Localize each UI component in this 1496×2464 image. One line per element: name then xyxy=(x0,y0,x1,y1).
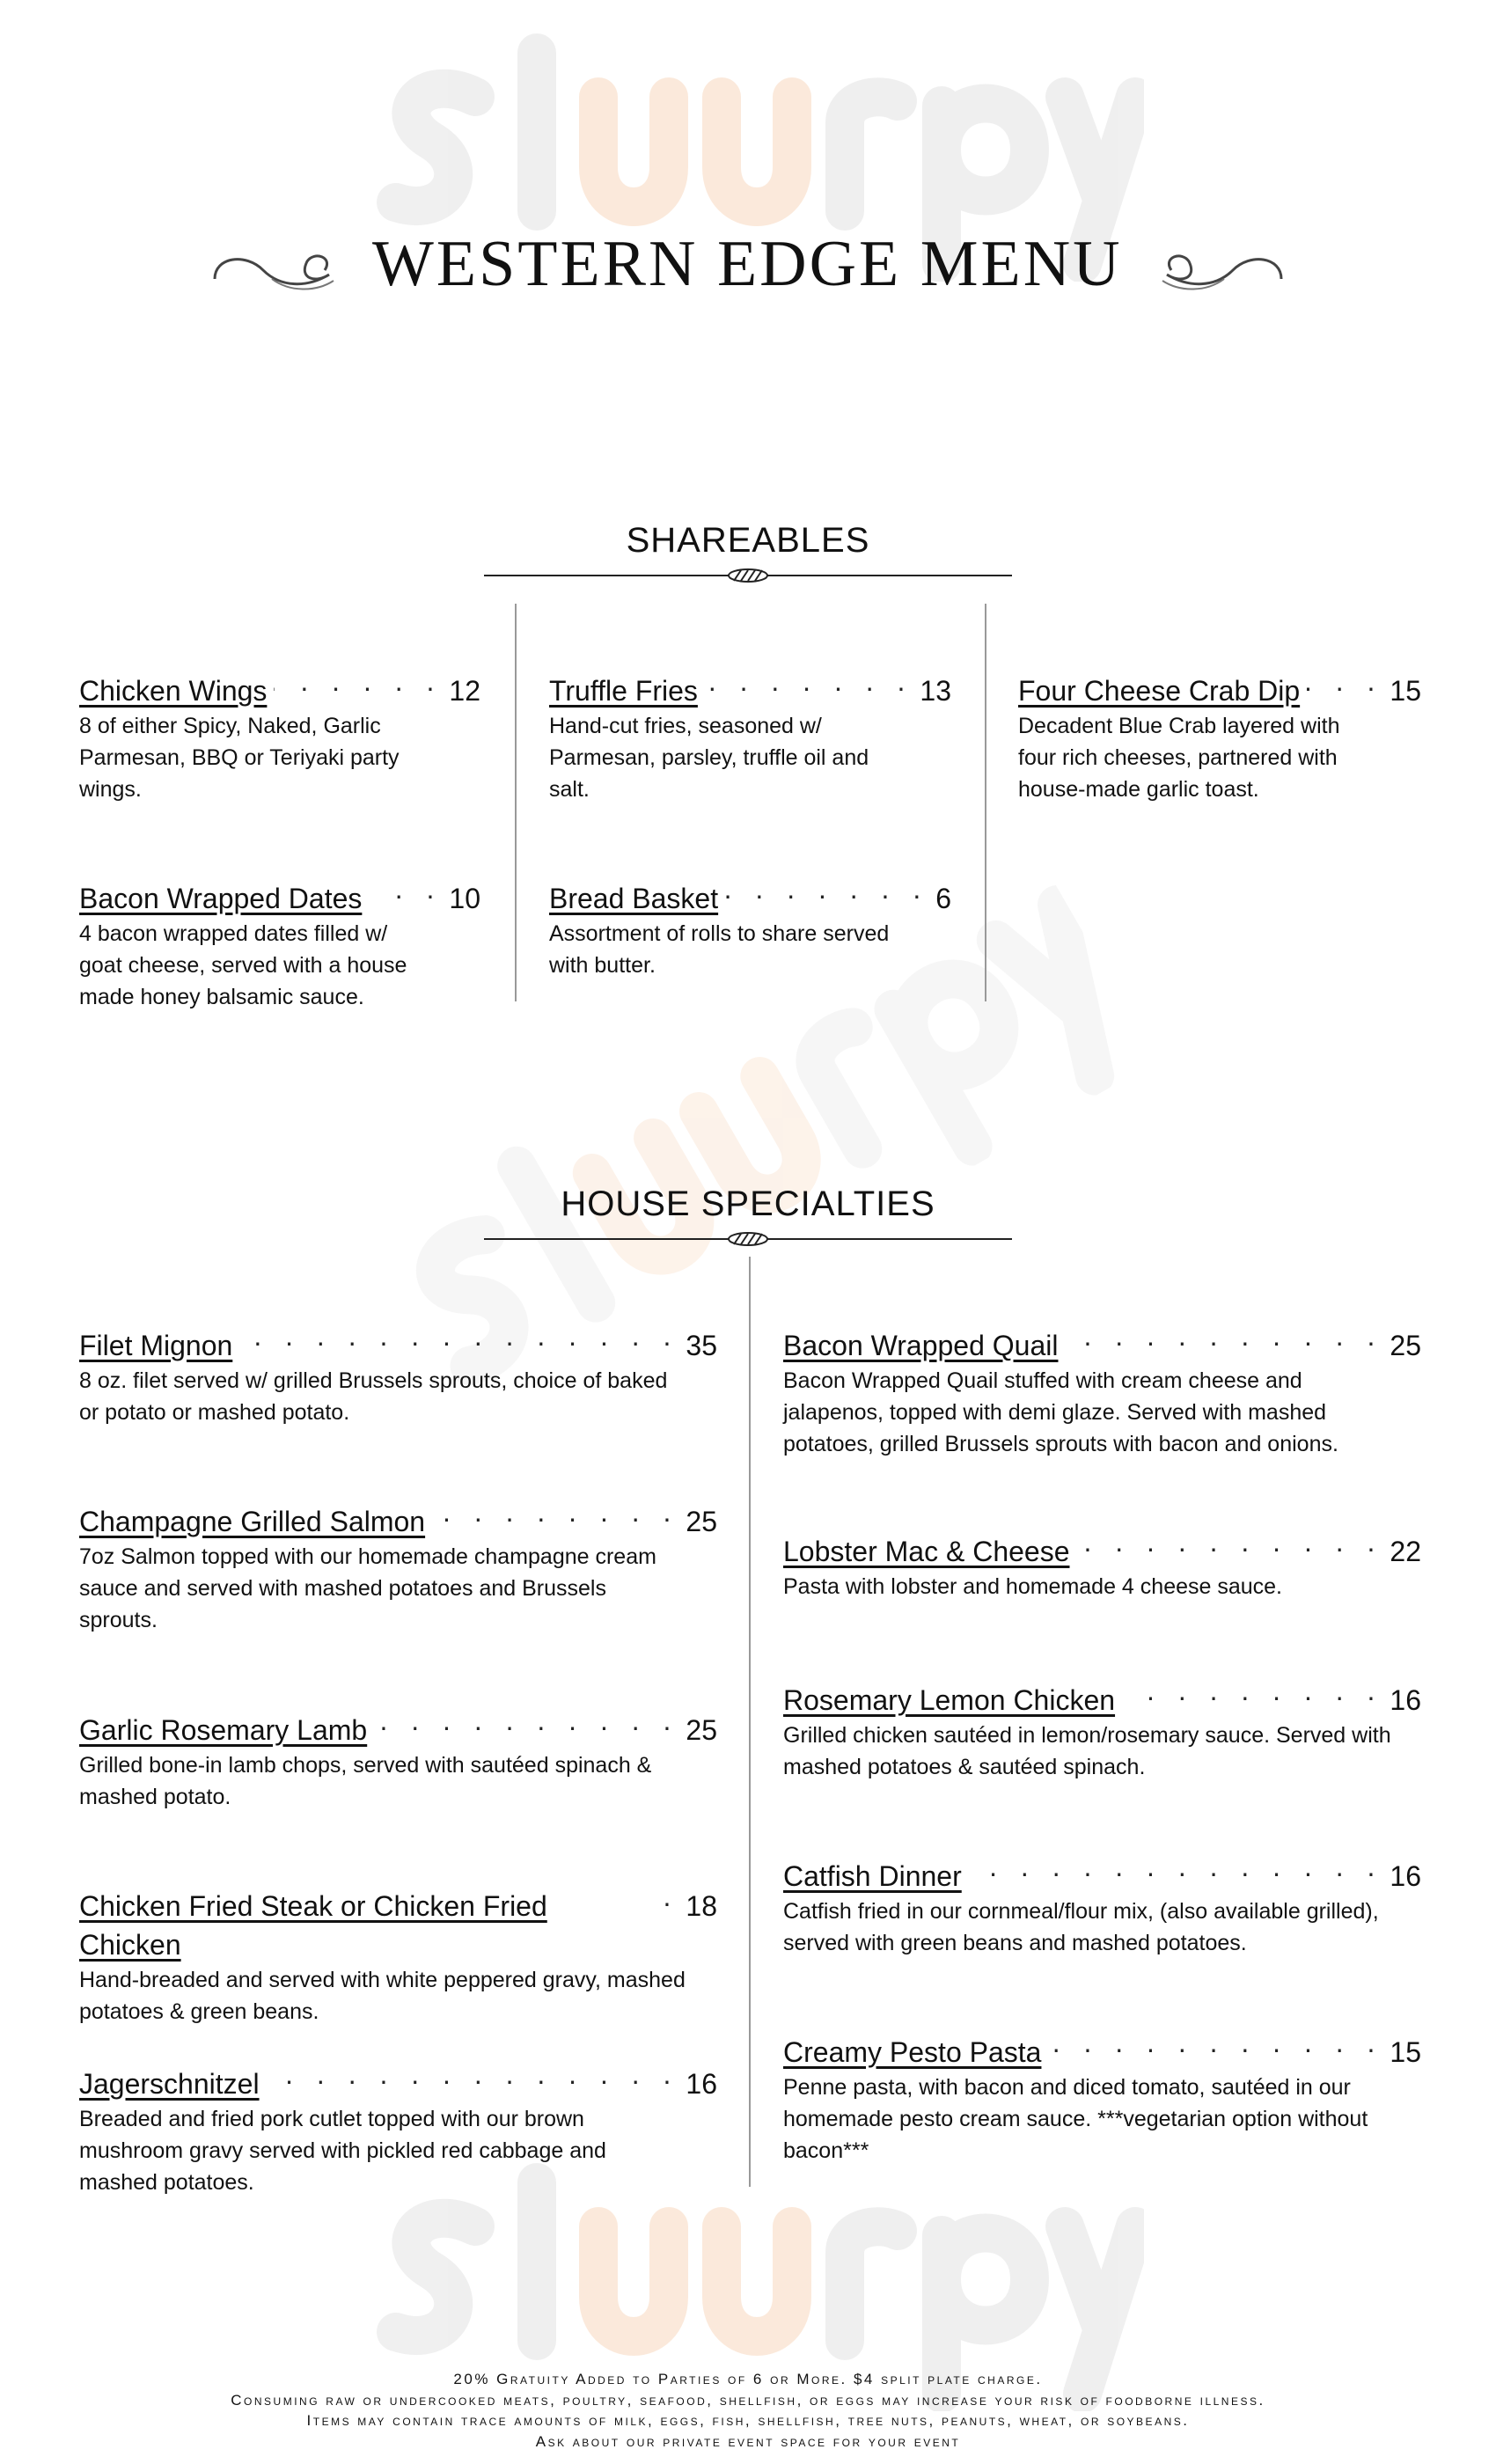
menu-item xyxy=(783,2023,1421,2167)
item-name: Creamy Pesto Pasta xyxy=(783,2036,1042,2068)
item-description: Grilled chicken sautéed in lemon/rosemary sauce. Served with mashed potatoes & sautéed spinach. xyxy=(783,1723,1391,1779)
flourish-left-icon xyxy=(210,244,342,297)
item-price: 25 xyxy=(1390,1330,1421,1361)
footer-gratuity: 20% Gratuity Added to Parties of 6 or More. $4 split plate charge. xyxy=(453,2371,1043,2387)
footer-private-event: Ask about our private event space for your event xyxy=(535,2432,961,2450)
menu-item xyxy=(79,1316,717,1428)
menu-item xyxy=(549,662,951,805)
item-description: Breaded and fried pork cutlet topped with our brown mushroom gravy served with pickled red cabbage and mashed potatoes. xyxy=(79,2107,606,2195)
section-heading-shareables: SHAREABLES xyxy=(626,521,870,560)
item-description: Pasta with lobster and homemade 4 cheese sauce. xyxy=(783,1574,1283,1599)
menu-item xyxy=(79,2055,717,2198)
item-description: Catfish fried in our cornmeal/flour mix, (also available grilled), served with green beans and mashed potatoes. xyxy=(783,1899,1379,1955)
item-price: 13 xyxy=(920,675,951,707)
item-description: Decadent Blue Crab layered with four rich cheeses, partnered with house-made garlic toast. xyxy=(1018,714,1340,802)
dot-leader xyxy=(705,662,913,700)
dot-leader xyxy=(239,1316,678,1355)
item-description: Hand-breaded and served with white peppered gravy, mashed potatoes & green beans. xyxy=(79,1968,686,2024)
dot-leader xyxy=(1048,2023,1382,2062)
dot-leader xyxy=(369,869,442,908)
section-divider xyxy=(484,567,1012,584)
item-name: Catfish Dinner xyxy=(783,1860,962,1892)
item-price: 12 xyxy=(449,675,480,707)
item-description: 7oz Salmon topped with our homemade champagne cream sauce and served with mashed potatoes and Brussels sprouts. xyxy=(79,1544,656,1632)
menu-item xyxy=(783,1671,1421,1783)
item-price: 16 xyxy=(686,2068,717,2100)
item-price: 16 xyxy=(1390,1860,1421,1892)
item-description: 8 oz. filet served w/ grilled Brussels sprouts, choice of baked or potato or mashed potato. xyxy=(79,1368,668,1425)
menu-item xyxy=(783,1316,1421,1460)
dot-leader xyxy=(432,1492,678,1531)
item-description: Grilled bone-in lamb chops, served with sautéed spinach & mashed potato. xyxy=(79,1753,652,1809)
section-divider xyxy=(484,1230,1012,1248)
dot-leader xyxy=(374,1701,678,1740)
column-divider xyxy=(985,604,986,1001)
title-text: WESTERN EDGE MENU xyxy=(372,228,1123,300)
item-name: Lobster Mac & Cheese xyxy=(783,1536,1070,1567)
item-price: 15 xyxy=(1390,2036,1421,2068)
column-divider xyxy=(515,604,517,1001)
item-name: Chicken Fried Steak or Chicken Fried Chicken xyxy=(79,1890,547,1961)
item-description: Bacon Wrapped Quail stuffed with cream cheese and jalapenos, topped with demi glaze. Served with mashed potatoes, grilled Brussels sprouts with bacon and onions. xyxy=(783,1368,1338,1456)
item-price: 15 xyxy=(1390,675,1421,707)
item-price: 25 xyxy=(686,1714,717,1746)
dot-leader xyxy=(274,662,442,700)
item-description: Assortment of rolls to share served with butter. xyxy=(549,921,890,978)
item-name: Truffle Fries xyxy=(549,675,698,707)
flourish-right-icon xyxy=(1154,244,1286,297)
column-divider xyxy=(749,1257,751,2187)
dot-leader xyxy=(969,1847,1383,1886)
menu-item xyxy=(1018,662,1421,805)
item-description: Hand-cut fries, seasoned w/ Parmesan, parsley, truffle oil and salt. xyxy=(549,714,869,802)
dot-leader xyxy=(1065,1316,1382,1355)
item-price: 35 xyxy=(686,1330,717,1361)
item-name: Bacon Wrapped Dates xyxy=(79,883,363,914)
section-heading-house-specialties: HOUSE SPECIALTIES xyxy=(561,1184,935,1223)
item-name: Four Cheese Crab Dip xyxy=(1018,675,1301,707)
item-price: 18 xyxy=(686,1890,717,1922)
menu-item xyxy=(79,869,480,1013)
dot-leader xyxy=(652,1877,678,1916)
item-name: Bread Basket xyxy=(549,883,719,914)
dot-leader xyxy=(1307,662,1382,700)
menu-item xyxy=(79,1701,717,1813)
item-price: 22 xyxy=(1390,1536,1421,1567)
item-price: 10 xyxy=(449,883,480,914)
menu-item xyxy=(79,662,480,805)
menu-item xyxy=(783,1522,1421,1602)
dot-leader xyxy=(725,869,928,908)
footer-notes xyxy=(0,2369,1496,2452)
footer-allergen-warning: Items may contain trace amounts of milk, eggs, fish, shellfish, tree nuts, peanuts, wheat, or soybeans. xyxy=(306,2412,1190,2429)
item-price: 16 xyxy=(1390,1684,1421,1716)
item-name: Filet Mignon xyxy=(79,1330,233,1361)
item-name: Champagne Grilled Salmon xyxy=(79,1506,426,1537)
item-description: 4 bacon wrapped dates filled w/ goat cheese, served with a house made honey balsamic sauce. xyxy=(79,921,407,1009)
dot-leader xyxy=(1077,1522,1383,1561)
item-description: 8 of either Spicy, Naked, Garlic Parmesan, BBQ or Teriyaki party wings. xyxy=(79,714,400,802)
item-name: Garlic Rosemary Lamb xyxy=(79,1714,368,1746)
menu-title xyxy=(0,224,1496,304)
menu-item xyxy=(79,1492,717,1636)
dot-leader xyxy=(1122,1671,1382,1710)
item-name: Rosemary Lemon Chicken xyxy=(783,1684,1116,1716)
item-name: Bacon Wrapped Quail xyxy=(783,1330,1059,1361)
item-name: Jagerschnitzel xyxy=(79,2068,260,2100)
menu-item xyxy=(783,1847,1421,1959)
item-price: 25 xyxy=(686,1506,717,1537)
menu-item xyxy=(549,869,951,981)
item-name: Chicken Wings xyxy=(79,675,268,707)
item-description: Penne pasta, with bacon and diced tomato, sautéed in our homemade pesto cream sauce. ***vegetarian option without bacon*** xyxy=(783,2075,1368,2163)
footer-consumption-warning: Consuming raw or undercooked meats, poultry, seafood, shellfish, or eggs may increase your risk of foodborne illness. xyxy=(231,2391,1265,2409)
menu-item xyxy=(79,1877,717,2028)
item-price: 6 xyxy=(935,883,951,914)
dot-leader xyxy=(267,2055,679,2094)
